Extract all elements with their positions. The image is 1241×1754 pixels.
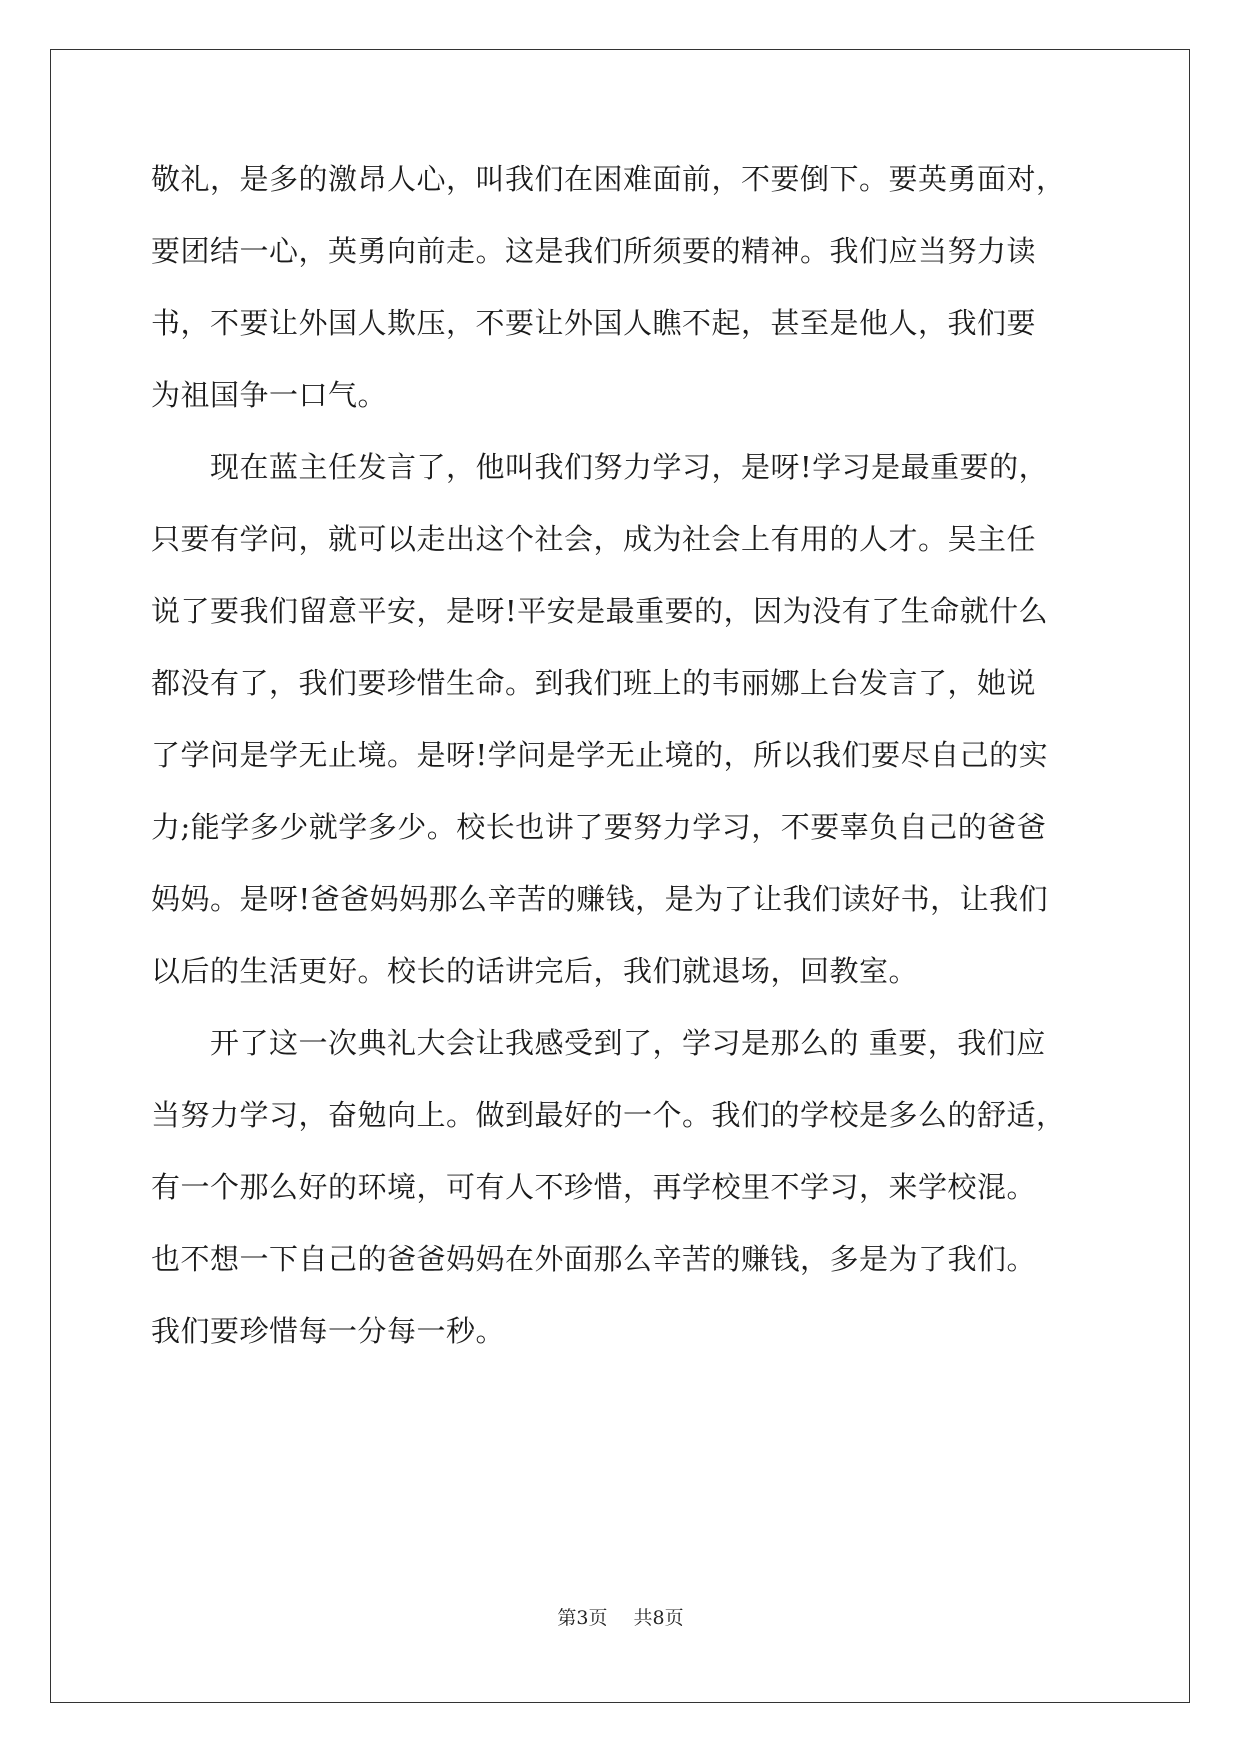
text-line: 只要有学问，就可以走出这个社会，成为社会上有用的人才。吴主任 bbox=[151, 522, 1037, 556]
text-line: 要团结一心，英勇向前走。这是我们所须要的精神。我们应当努力读 bbox=[151, 234, 1037, 268]
text-line: 力;能学多少就学多少。校长也讲了要努力学习，不要辜负自己的爸爸 bbox=[151, 810, 1047, 844]
text-line: 为祖国争一口气。 bbox=[151, 378, 388, 412]
text-line: 敬礼，是多的激昂人心，叫我们在困难面前，不要倒下。要英勇面对， bbox=[151, 162, 1066, 196]
text-line: 开了这一次典礼大会让我感受到了，学习是那么的 重要，我们应 bbox=[151, 1026, 1046, 1060]
text-line: 有一个那么好的环境，可有人不珍惜，再学校里不学习，来学校混。 bbox=[151, 1170, 1037, 1204]
text-line: 说了要我们留意平安，是呀!平安是最重要的，因为没有了生命就什么 bbox=[151, 594, 1049, 628]
text-line: 当努力学习，奋勉向上。做到最好的一个。我们的学校是多么的舒适， bbox=[151, 1098, 1066, 1132]
page-border bbox=[50, 49, 1190, 1703]
text-line: 以后的生活更好。校长的话讲完后，我们就退场，回教室。 bbox=[151, 954, 919, 988]
text-line: 现在蓝主任发言了，他叫我们努力学习，是呀!学习是最重要的， bbox=[151, 450, 1049, 484]
page-number-current: 第3页 bbox=[557, 1607, 608, 1629]
text-line: 书，不要让外国人欺压，不要让外国人瞧不起，甚至是他人，我们要 bbox=[151, 306, 1037, 340]
page-footer bbox=[0, 1606, 1241, 1630]
text-line: 也不想一下自己的爸爸妈妈在外面那么辛苦的赚钱，多是为了我们。 bbox=[151, 1242, 1037, 1276]
page-number-total: 共8页 bbox=[633, 1607, 684, 1629]
text-line: 了学问是学无止境。是呀!学问是学无止境的，所以我们要尽自己的实 bbox=[151, 738, 1049, 772]
text-line: 都没有了，我们要珍惜生命。到我们班上的韦丽娜上台发言了，她说 bbox=[151, 666, 1037, 700]
text-line: 妈妈。是呀!爸爸妈妈那么辛苦的赚钱，是为了让我们读好书，让我们 bbox=[151, 882, 1049, 916]
text-line: 我们要珍惜每一分每一秒。 bbox=[151, 1314, 506, 1348]
